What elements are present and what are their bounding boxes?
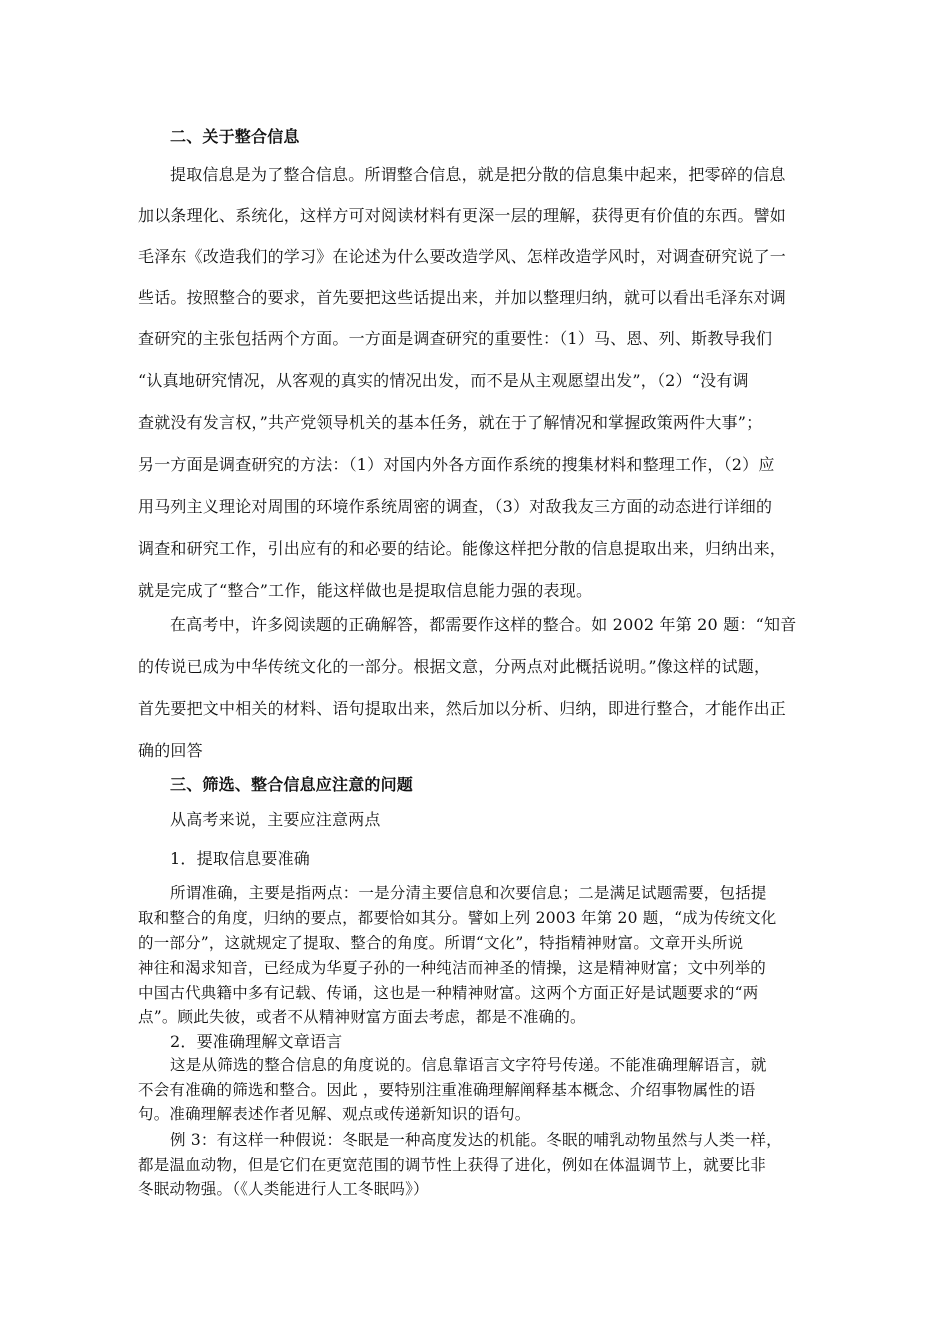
text-line: 就是完成了“整合”工作，能这样做也是提取信息能力强的表现。 xyxy=(138,581,593,600)
text-line: 加以条理化、系统化，这样方可对阅读材料有更深一层的理解，获得更有价值的东西。譬如 xyxy=(138,206,787,225)
section-heading-3: 三、筛选、整合信息应注意的问题 xyxy=(170,775,414,794)
text-line: 的传说已成为中华传统文化的一部分。根据文意，分两点对此概括说明。”像这样的试题， xyxy=(138,657,771,676)
text-line: 毛泽东《改造我们的学习》在论述为什么要改造学风、怎样改造学风时，对调查研究说了一 xyxy=(138,247,787,266)
text-line: 首先要把文中相关的材料、语句提取出来，然后加以分析、归纳，即进行整合，才能作出正 xyxy=(138,699,787,718)
item-2-title: 2．要准确理解文章语言 xyxy=(170,1032,343,1051)
text-line: 点”。顾此失彼，或者不从精神财富方面去考虑，都是不准确的。 xyxy=(138,1008,586,1026)
text-line: 些话。按照整合的要求，首先要把这些话提出来，并加以整理归纳，就可以看出毛泽东对调 xyxy=(138,288,787,307)
text-line: 句。准确理解表述作者见解、观点或传递新知识的语句。 xyxy=(138,1105,531,1123)
text-line: 冬眠动物强。（《人类能进行人工冬眠吗》） xyxy=(138,1180,429,1198)
text-line: 调查和研究工作，引出应有的和必要的结论。能像这样把分散的信息提取出来，归纳出来， xyxy=(138,539,787,558)
text-line: 查研究的主张包括两个方面。一方面是调查研究的重要性：（1）马、恩、列、斯教导我们 xyxy=(138,329,773,348)
text-line: 确的回答 xyxy=(138,741,203,760)
section-heading-2: 二、关于整合信息 xyxy=(170,127,300,146)
text-line: 不会有准确的筛选和整合。因此 ，要特别注重准确理解阐释基本概念、介绍事物属性的语 xyxy=(138,1081,756,1099)
text-line: 神往和渴求知音，已经成为华夏子孙的一种纯洁而神圣的情操，这是精神财富；文中列举的 xyxy=(138,959,767,977)
item-1-title: 1．提取信息要准确 xyxy=(170,849,310,868)
text-line: 查就没有发言权，”共产党领导机关的基本任务，就在于了解情况和掌握政策两件大事”； xyxy=(138,413,763,432)
text-line: 在高考中，许多阅读题的正确解答，都需要作这样的整合。如 2002 年第 20 题：“知音 xyxy=(170,615,797,634)
text-line: 所谓准确，主要是指两点：一是分清主要信息和次要信息；二是满足试题需要，包括提 xyxy=(170,884,767,902)
text-line: 中国古代典籍中多有记载、传诵，这也是一种精神财富。这两个方面正好是试题要求的“两 xyxy=(138,984,759,1002)
text-line: 例 3：有这样一种假说：冬眠是一种高度发达的机能。冬眠的哺乳动物虽然与人类一样， xyxy=(170,1131,782,1149)
text-line: 这是从筛选的整合信息的角度说的。信息靠语言文字符号传递。不能准确理解语言，就 xyxy=(170,1056,767,1074)
text-line: 都是温血动物，但是它们在更宽范围的调节性上获得了进化，例如在体温调节上，就要比非 xyxy=(138,1156,767,1174)
text-line: 的一部分”，这就规定了提取、整合的角度。所谓“文化”，特指精神财富。文章开头所说 xyxy=(138,934,744,952)
text-line: 另一方面是调查研究的方法：（1）对国内外各方面作系统的搜集材料和整理工作，（2）应 xyxy=(138,455,775,474)
text-line: 提取信息是为了整合信息。所谓整合信息，就是把分散的信息集中起来，把零碎的信息 xyxy=(170,165,786,184)
section3-intro: 从高考来说，主要应注意两点 xyxy=(170,810,381,829)
text-line: 用马列主义理论对周围的环境作系统周密的调查，（3）对敌我友三方面的动态进行详细的 xyxy=(138,497,773,516)
text-line: 取和整合的角度，归纳的要点，都要恰如其分。譬如上列 2003 年第 20 题，“成为传统文化 xyxy=(138,909,777,927)
text-line: “认真地研究情况，从客观的真实的情况出发，而不是从主观愿望出发”，（2）“没有调 xyxy=(138,371,749,390)
